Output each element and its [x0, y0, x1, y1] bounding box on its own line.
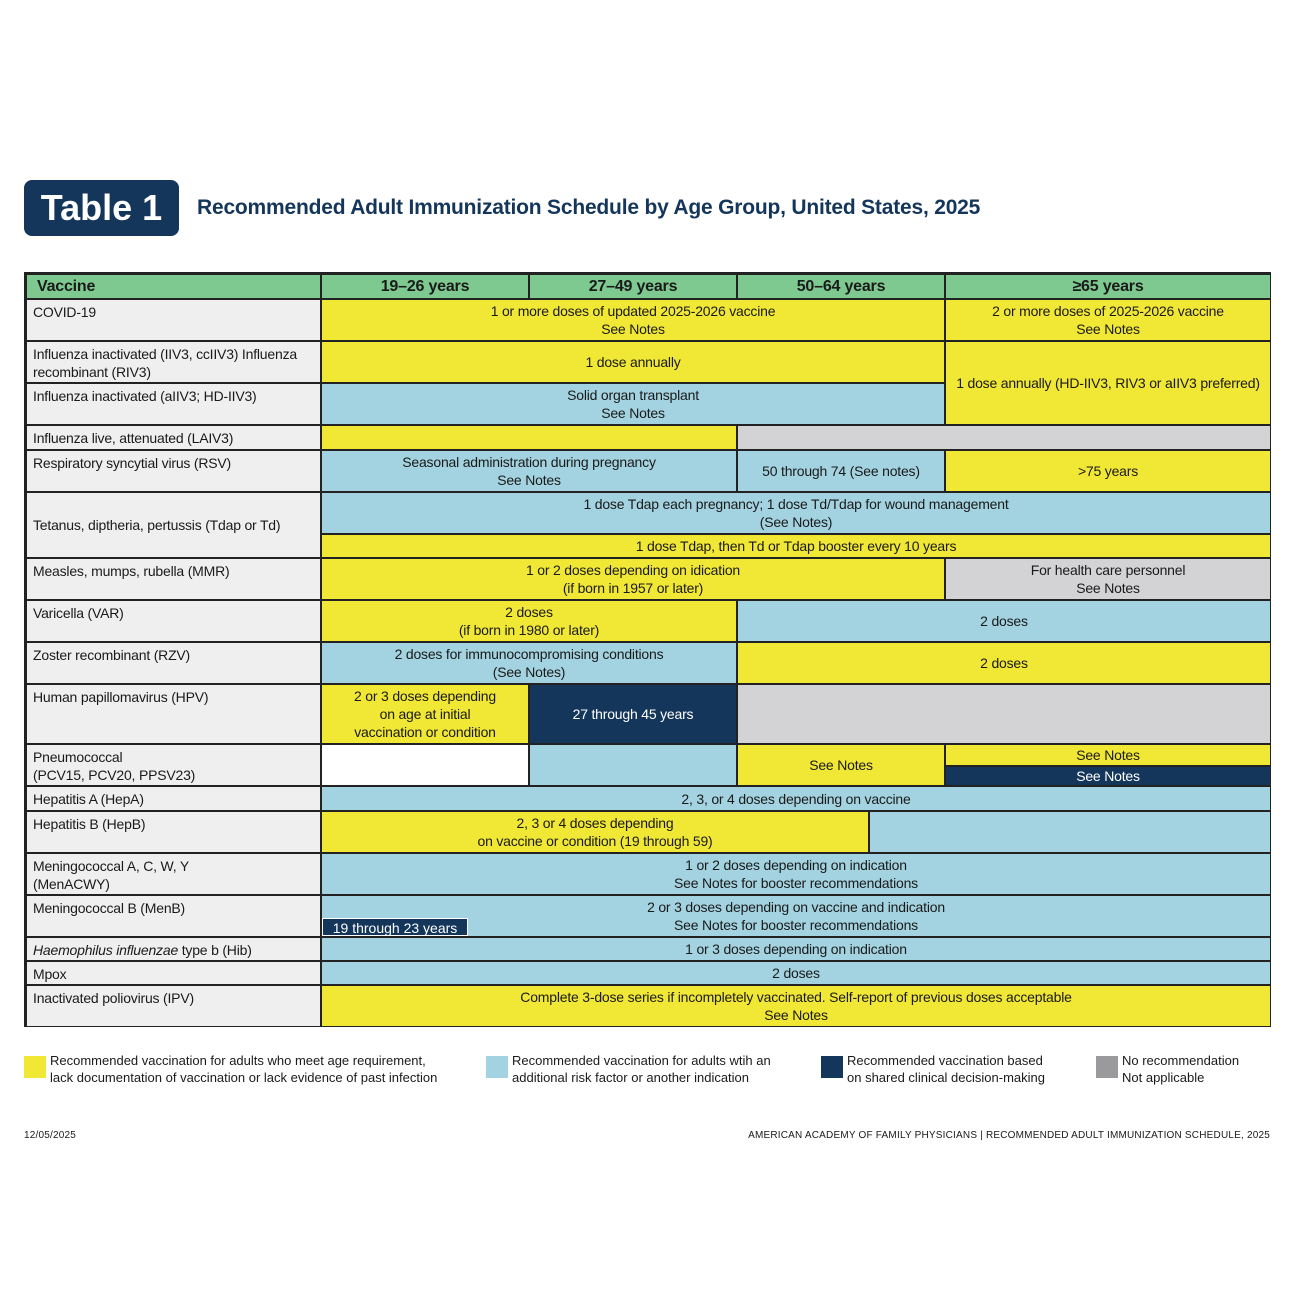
- header-27-49: 27–49 years: [529, 274, 737, 299]
- legend-item-routine: [24, 1052, 437, 1086]
- vaccine-laiv: Influenza live, attenuated (LAIV3): [26, 425, 321, 450]
- vaccine-hpv: Human papillomavirus (HPV): [26, 684, 321, 744]
- vaccine-influenza-aiiv3: Influenza inactivated (aIIV3; HD-IIV3): [26, 383, 321, 425]
- legend-swatch-blue: [486, 1056, 508, 1078]
- rzv-50-plus: 2 doses: [737, 642, 1271, 684]
- tdap-pregnancy: 1 dose Tdap each pregnancy; 1 dose Td/Tdap for wound management (See Notes): [321, 492, 1271, 534]
- menb-all: 2 or 3 doses depending on vaccine and indication See Notes for booster recommendations: [321, 895, 1271, 937]
- menacwy-all: 1 or 2 doses depending on indication See Notes for booster recommendations: [321, 853, 1271, 895]
- pneumo-27-49: [529, 744, 737, 786]
- mmr-19-64: 1 or 2 doses depending on idication (if born in 1957 or later): [321, 558, 945, 600]
- vaccine-menb: Meningococcal B (MenB): [26, 895, 321, 937]
- vaccine-tdap: Tetanus, diptheria, pertussis (Tdap or Td): [26, 492, 321, 558]
- table-badge: Table 1: [24, 180, 179, 236]
- menb-age-tag: 19 through 23 years: [322, 918, 468, 936]
- footer-date: 12/05/2025: [24, 1130, 77, 1141]
- vaccine-pneumococcal: Pneumococcal (PCV15, PCV20, PPSV23): [26, 744, 321, 786]
- legend-label: Recommended vaccination for adults who meet age requirement, lack documentation of vaccination or lack evidence of past infection: [50, 1053, 438, 1085]
- pneumo-65-shared: See Notes: [945, 766, 1271, 786]
- vaccine-influenza-iiv3: Influenza inactivated (IIV3, ccIIV3) Influenza recombinant (RIV3): [26, 341, 321, 383]
- legend-item-shared: [821, 1052, 1045, 1086]
- vaccine-zoster: Zoster recombinant (RZV): [26, 642, 321, 684]
- header-65-plus: ≥65 years: [945, 274, 1271, 299]
- header-50-64: 50–64 years: [737, 274, 945, 299]
- legend-swatch-navy: [821, 1056, 843, 1078]
- rzv-19-49: 2 doses for immunocompromising conditions (See Notes): [321, 642, 737, 684]
- vaccine-mpox: Mpox: [26, 961, 321, 985]
- header-vaccine: Vaccine: [26, 274, 321, 299]
- rsv-50-64: 50 through 74 (See notes): [737, 450, 945, 492]
- hib-rest-name: type b (Hib): [178, 942, 252, 958]
- header-19-26: 19–26 years: [321, 274, 529, 299]
- legend-swatch-yellow: [24, 1056, 46, 1078]
- legend-swatch-gray: [1096, 1056, 1118, 1078]
- legend-item-risk: [486, 1052, 771, 1086]
- covid-19-64: 1 or more doses of updated 2025-2026 vaccine See Notes: [321, 299, 945, 341]
- flu-iiv3-19-64: 1 dose annually: [321, 341, 945, 383]
- legend-label: No recommendation Not applicable: [1122, 1053, 1240, 1085]
- hpv-19-26: 2 or 3 doses depending on age at initial vaccination or condition: [321, 684, 529, 744]
- vaccine-rsv: Respiratory syncytial virus (RSV): [26, 450, 321, 492]
- hpv-46-plus: [737, 684, 1271, 744]
- var-50-plus: 2 doses: [737, 600, 1271, 642]
- covid-65-plus: 2 or more doses of 2025-2026 vaccine See Notes: [945, 299, 1271, 341]
- hib-all: 1 or 3 doses depending on indication: [321, 937, 1271, 961]
- laiv-19-49: [321, 425, 737, 450]
- vaccine-ipv: Inactivated poliovirus (IPV): [26, 985, 321, 1027]
- legend-label: Recommended vaccination based on shared clinical decision-making: [847, 1053, 1045, 1085]
- ipv-all: Complete 3-dose series if incompletely vaccinated. Self-report of previous doses acceptable See Notes: [321, 985, 1271, 1027]
- page-title: Recommended Adult Immunization Schedule by Age Group, United States, 2025: [197, 196, 981, 219]
- pneumo-19-26: [321, 744, 529, 786]
- hib-italic-name: Haemophilus influenzae: [33, 942, 179, 958]
- legend-label: Recommended vaccination for adults wtih an additional risk factor or another indication: [512, 1053, 771, 1085]
- flu-65-plus: 1 dose annually (HD-IIV3, RIV3 or aIIV3 preferred): [945, 341, 1271, 425]
- vaccine-covid: COVID-19: [26, 299, 321, 341]
- vaccine-mmr: Measles, mumps, rubella (MMR): [26, 558, 321, 600]
- flu-aiiv3-19-64: Solid organ transplant See Notes: [321, 383, 945, 425]
- immunization-table: [24, 272, 1271, 1027]
- hepb-19-59: 2, 3 or 4 doses depending on vaccine or condition (19 through 59): [321, 811, 869, 853]
- vaccine-varicella: Varicella (VAR): [26, 600, 321, 642]
- rsv-65-plus: >75 years: [945, 450, 1271, 492]
- var-19-49: 2 doses (if born in 1980 or later): [321, 600, 737, 642]
- hepa-all: 2, 3, or 4 doses depending on vaccine: [321, 786, 1271, 811]
- hepb-60-plus: [869, 811, 1271, 853]
- vaccine-hepb: Hepatitis B (HepB): [26, 811, 321, 853]
- hpv-27-45: 27 through 45 years: [529, 684, 737, 744]
- mmr-65-plus: For health care personnel See Notes: [945, 558, 1271, 600]
- tdap-booster: 1 dose Tdap, then Td or Tdap booster every 10 years: [321, 534, 1271, 558]
- pneumo-65-routine: See Notes: [945, 744, 1271, 766]
- vaccine-hib: [26, 937, 321, 961]
- mpox-all: 2 doses: [321, 961, 1271, 985]
- vaccine-hepa: Hepatitis A (HepA): [26, 786, 321, 811]
- laiv-50-plus: [737, 425, 1271, 450]
- legend-item-none: [1096, 1052, 1239, 1086]
- rsv-19-49: Seasonal administration during pregnancy See Notes: [321, 450, 737, 492]
- pneumo-50-64: See Notes: [737, 744, 945, 786]
- footer-source: AMERICAN ACADEMY OF FAMILY PHYSICIANS | RECOMMENDED ADULT IMMUNIZATION SCHEDULE, 2025: [748, 1130, 1270, 1141]
- vaccine-menacwy: Meningococcal A, C, W, Y (MenACWY): [26, 853, 321, 895]
